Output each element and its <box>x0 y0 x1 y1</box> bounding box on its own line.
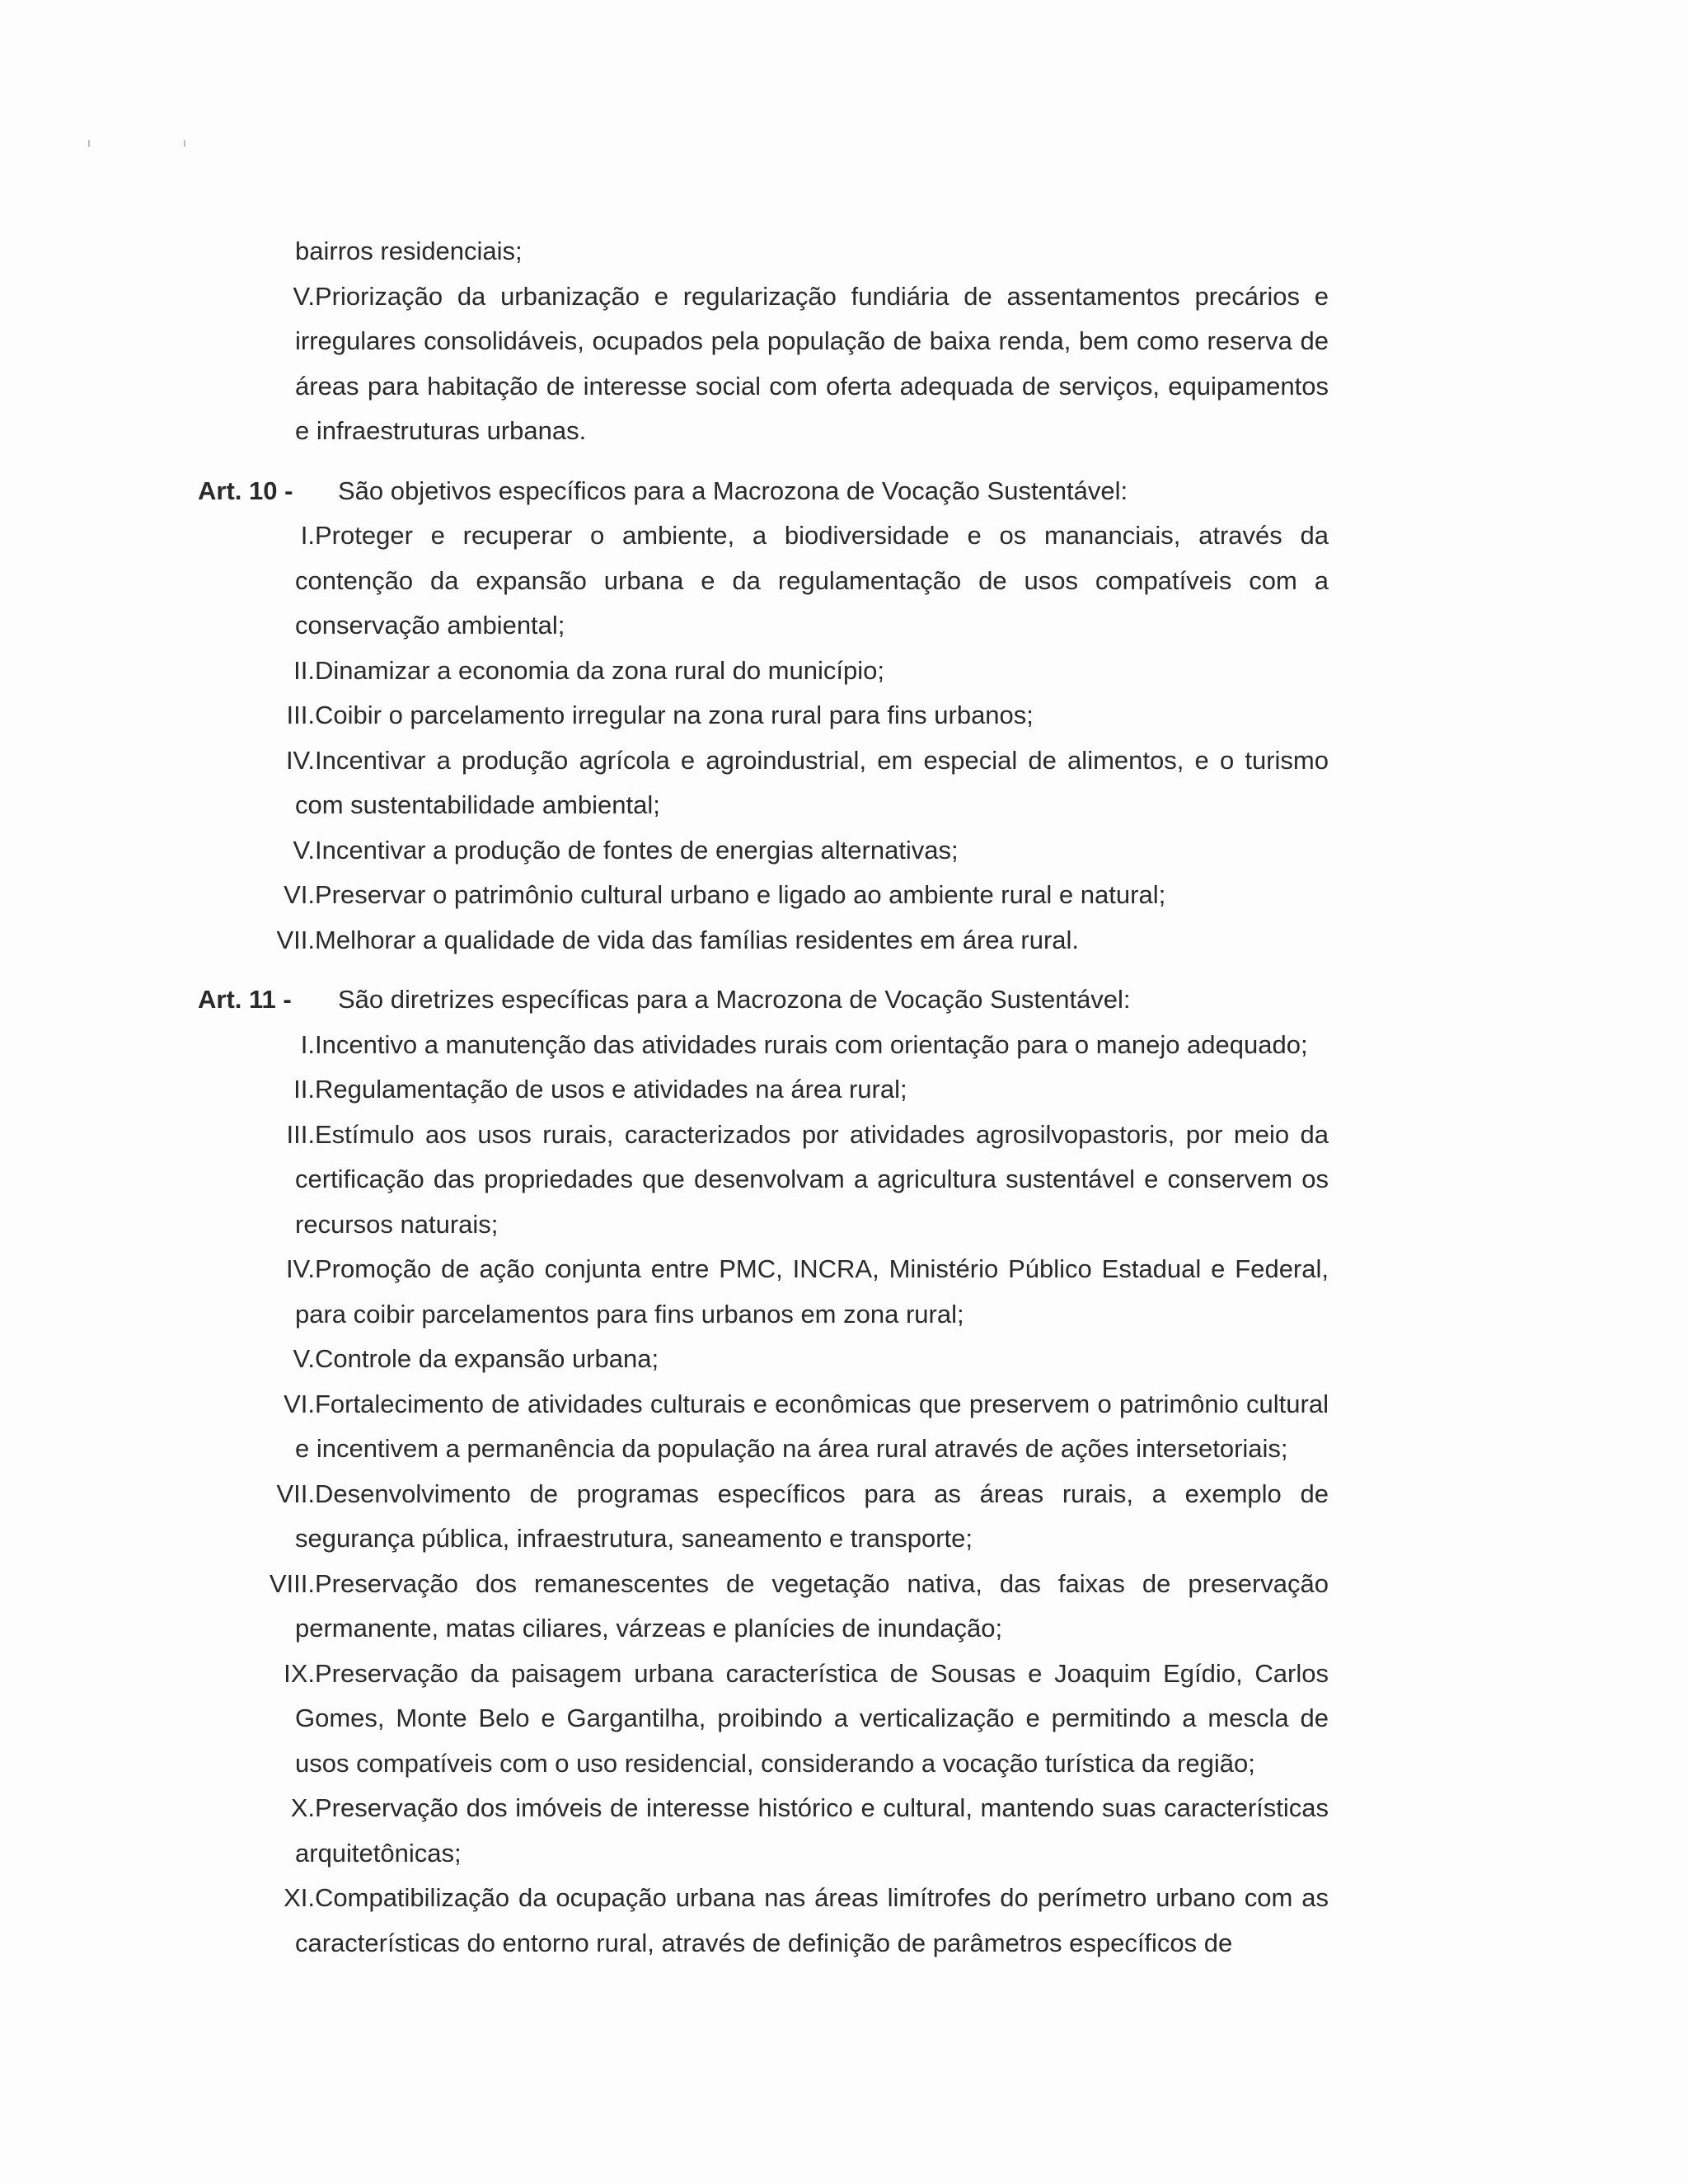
list-item <box>198 1067 1329 1113</box>
item-text: Incentivar a produção agrícola e agroindustrial, em especial de alimentos, e o turismo com sustentabilidade ambiental; <box>295 745 1329 819</box>
lead-text: bairros residenciais; <box>295 237 523 265</box>
list-item <box>198 693 1329 738</box>
item-text: Coibir o parcelamento irregular na zona rural para fins urbanos; <box>315 701 1034 729</box>
article-11-list <box>198 1023 1329 1966</box>
article-11-heading <box>198 977 1329 1023</box>
list-item <box>198 1247 1329 1337</box>
list-item <box>198 1023 1329 1068</box>
item-text: Regulamentação de usos e atividades na área rural; <box>315 1075 907 1104</box>
article-11-label: Art. 11 - <box>198 985 292 1014</box>
article-10-heading <box>198 469 1329 514</box>
item-text: Melhorar a qualidade de vida das famílias residentes em área rural. <box>315 925 1080 954</box>
intro-list <box>198 274 1329 454</box>
list-item <box>198 274 1329 454</box>
item-text: Preservar o patrimônio cultural urbano e ligado ao ambiente rural e natural; <box>315 880 1166 909</box>
item-number: IX. <box>284 1658 315 1688</box>
item-number: III. <box>286 1119 315 1149</box>
item-text: Fortalecimento de atividades culturais e econômicas que preservem o patrimônio cultural e incentivem a permanência da população na área rural através de ações intersetoriais; <box>295 1389 1329 1463</box>
list-item <box>198 828 1329 874</box>
article-11-text: São diretrizes específicas para a Macrozona de Vocação Sustentável: <box>338 985 1131 1014</box>
list-item <box>198 1113 1329 1248</box>
item-number: VIII. <box>269 1568 315 1598</box>
article-10-text: São objetivos específicos para a Macrozona de Vocação Sustentável: <box>338 476 1128 505</box>
item-number: II. <box>293 655 315 685</box>
item-number: VII. <box>276 925 315 954</box>
item-text: Dinamizar a economia da zona rural do município; <box>315 655 884 685</box>
item-number: VI. <box>284 880 315 909</box>
list-item <box>198 1652 1329 1787</box>
item-number: V. <box>293 281 315 311</box>
item-number: I. <box>300 521 315 550</box>
item-text: Priorização da urbanização e regularização fundiária de assentamentos precários e irregulares consolidáveis, ocupados pela população de baixa renda, bem como reserva de áreas para habitação de interesse social com oferta adequada de serviços, equipamentos e infraestruturas urbanas. <box>295 281 1329 445</box>
item-text: Estímulo aos usos rurais, caracterizados por atividades agrosilvopastoris, por meio da certificação das propriedades que desenvolvam a agricultura sustentável e conservem os recursos naturais; <box>295 1119 1329 1239</box>
list-item <box>198 1786 1329 1876</box>
item-number: II. <box>293 1075 315 1104</box>
item-number: V. <box>293 835 315 865</box>
list-item <box>198 873 1329 918</box>
list-item <box>198 1562 1329 1652</box>
item-text: Compatibilização da ocupação urbana nas áreas limítrofes do perímetro urbano com as características do entorno rural, através de definição de parâmetros específicos de <box>295 1883 1329 1957</box>
item-text: Controle da expansão urbana; <box>315 1344 659 1373</box>
item-number: III. <box>286 701 315 729</box>
item-number: X. <box>290 1793 315 1822</box>
item-number: IV. <box>285 745 315 775</box>
item-number: V. <box>293 1344 315 1373</box>
item-number: VI. <box>284 1389 315 1418</box>
item-text: Preservação dos remanescentes de vegetação nativa, das faixas de preservação permanente, matas ciliares, várzeas e planícies de inundação; <box>295 1568 1329 1643</box>
article-10-list <box>198 513 1329 963</box>
list-item <box>198 1382 1329 1472</box>
item-text: Incentivar a produção de fontes de energias alternativas; <box>315 835 959 865</box>
list-item <box>198 1876 1329 1966</box>
item-number: VII. <box>276 1479 315 1508</box>
scan-mark: ı <box>87 137 91 150</box>
item-text: Preservação dos imóveis de interesse histórico e cultural, mantendo suas características arquitetônicas; <box>295 1793 1329 1868</box>
list-item <box>198 918 1329 963</box>
item-text: Incentivo a manutenção das atividades rurais com orientação para o manejo adequado; <box>315 1029 1308 1059</box>
item-text: Desenvolvimento de programas específicos para as áreas rurais, a exemplo de segurança pública, infraestrutura, saneamento e transporte; <box>295 1479 1329 1553</box>
item-text: Promoção de ação conjunta entre PMC, INCRA, Ministério Público Estadual e Federal, para coibir parcelamentos para fins urbanos em zona rural; <box>295 1254 1329 1329</box>
list-item <box>198 1337 1329 1382</box>
item-number: I. <box>300 1029 315 1059</box>
item-number: XI. <box>284 1883 315 1912</box>
list-item <box>198 513 1329 649</box>
item-text: Proteger e recuperar o ambiente, a biodiversidade e os mananciais, através da contenção da expansão urbana e da regulamentação de usos compatíveis com a conservação ambiental; <box>295 521 1329 640</box>
article-10-label: Art. 10 - <box>198 476 293 505</box>
scan-mark: ı <box>183 137 186 150</box>
list-item <box>198 1472 1329 1562</box>
item-number: IV. <box>285 1254 315 1283</box>
document-body <box>198 229 1329 1966</box>
list-item <box>198 738 1329 828</box>
list-item <box>198 649 1329 694</box>
item-text: Preservação da paisagem urbana característica de Sousas e Joaquim Egídio, Carlos Gomes, Monte Belo e Gargantilha, proibindo a verticalização e permitindo a mescla de usos compatíveis com o uso residencial, considerando a vocação turística da região; <box>295 1658 1329 1778</box>
